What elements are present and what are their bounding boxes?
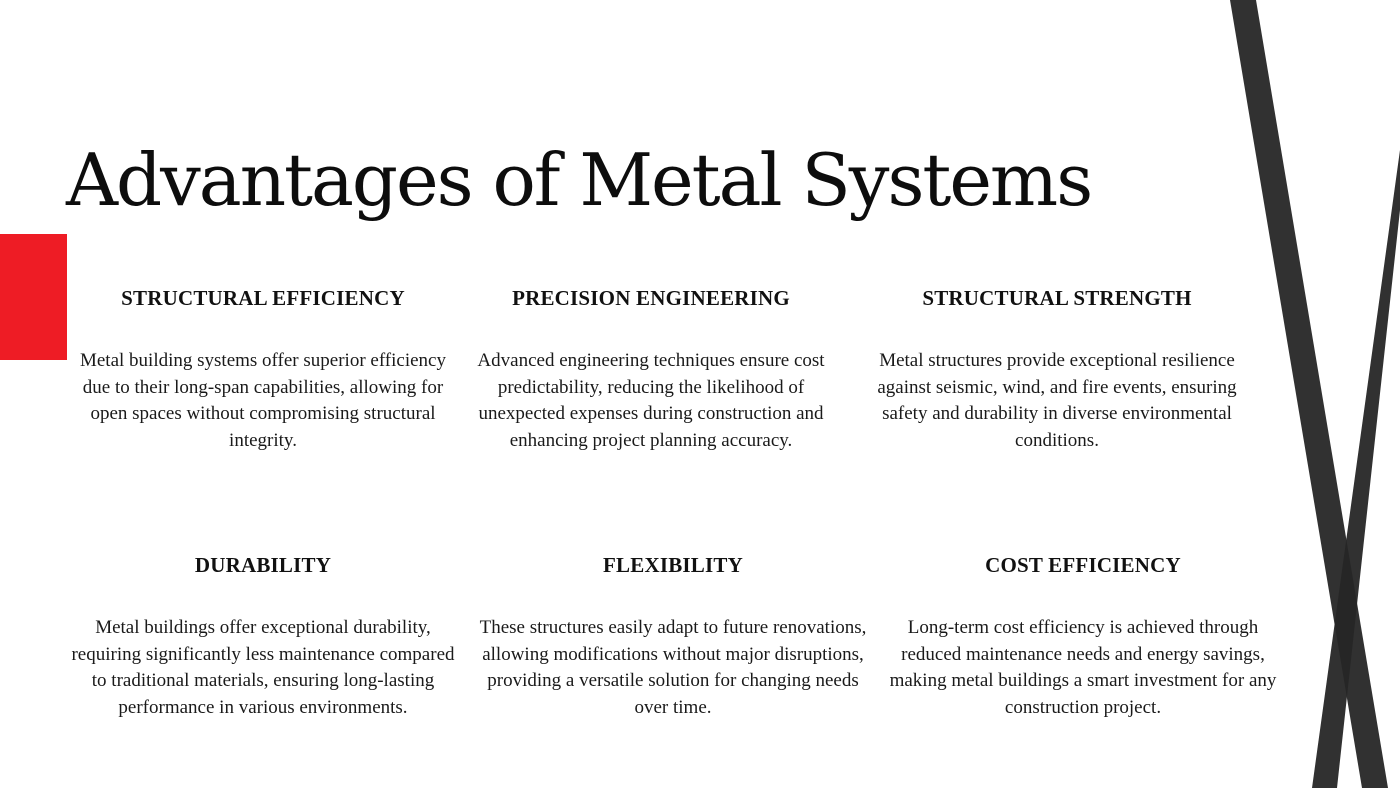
- advantage-text: Metal buildings offer exceptional durability, requiring significantly less maintenance compared to traditional materials, ensuring long-lasting performance in various environments.: [71, 617, 455, 718]
- slide-title: Advantages of Metal Systems: [66, 138, 1092, 222]
- advantage-block-flexibility: [473, 552, 873, 721]
- advantage-text: Advanced engineering techniques ensure cost predictability, reducing the likelihood of unexpected expenses during construction and enhancing project planning accuracy.: [477, 350, 825, 451]
- advantage-heading: FLEXIBILITY: [603, 553, 743, 577]
- advantage-block-structural-strength: [868, 285, 1246, 454]
- advantage-heading: STRUCTURAL EFFICIENCY: [121, 286, 405, 310]
- advantage-text: Long-term cost efficiency is achieved through reduced maintenance needs and energy savings, making metal buildings a smart investment for any construction project.: [889, 617, 1277, 718]
- advantage-text: These structures easily adapt to future renovations, allowing modifications without major disruptions, providing a versatile solution for changing needs over time.: [479, 617, 867, 718]
- advantage-block-precision-engineering: [466, 285, 836, 454]
- advantage-heading: STRUCTURAL STRENGTH: [922, 286, 1192, 310]
- advantage-block-structural-efficiency: [63, 285, 463, 454]
- advantage-text: Metal building systems offer superior efficiency due to their long-span capabilities, allowing for open spaces without compromising structural integrity.: [79, 350, 446, 451]
- advantage-heading: COST EFFICIENCY: [985, 553, 1181, 577]
- advantage-text: Metal structures provide exceptional resilience against seismic, wind, and fire events, ensuring safety and durability in diverse environmental conditions.: [877, 350, 1237, 451]
- advantage-heading: DURABILITY: [194, 553, 332, 577]
- advantage-block-cost-efficiency: [883, 552, 1283, 721]
- advantage-heading: PRECISION ENGINEERING: [512, 286, 790, 310]
- advantage-block-durability: [63, 552, 463, 721]
